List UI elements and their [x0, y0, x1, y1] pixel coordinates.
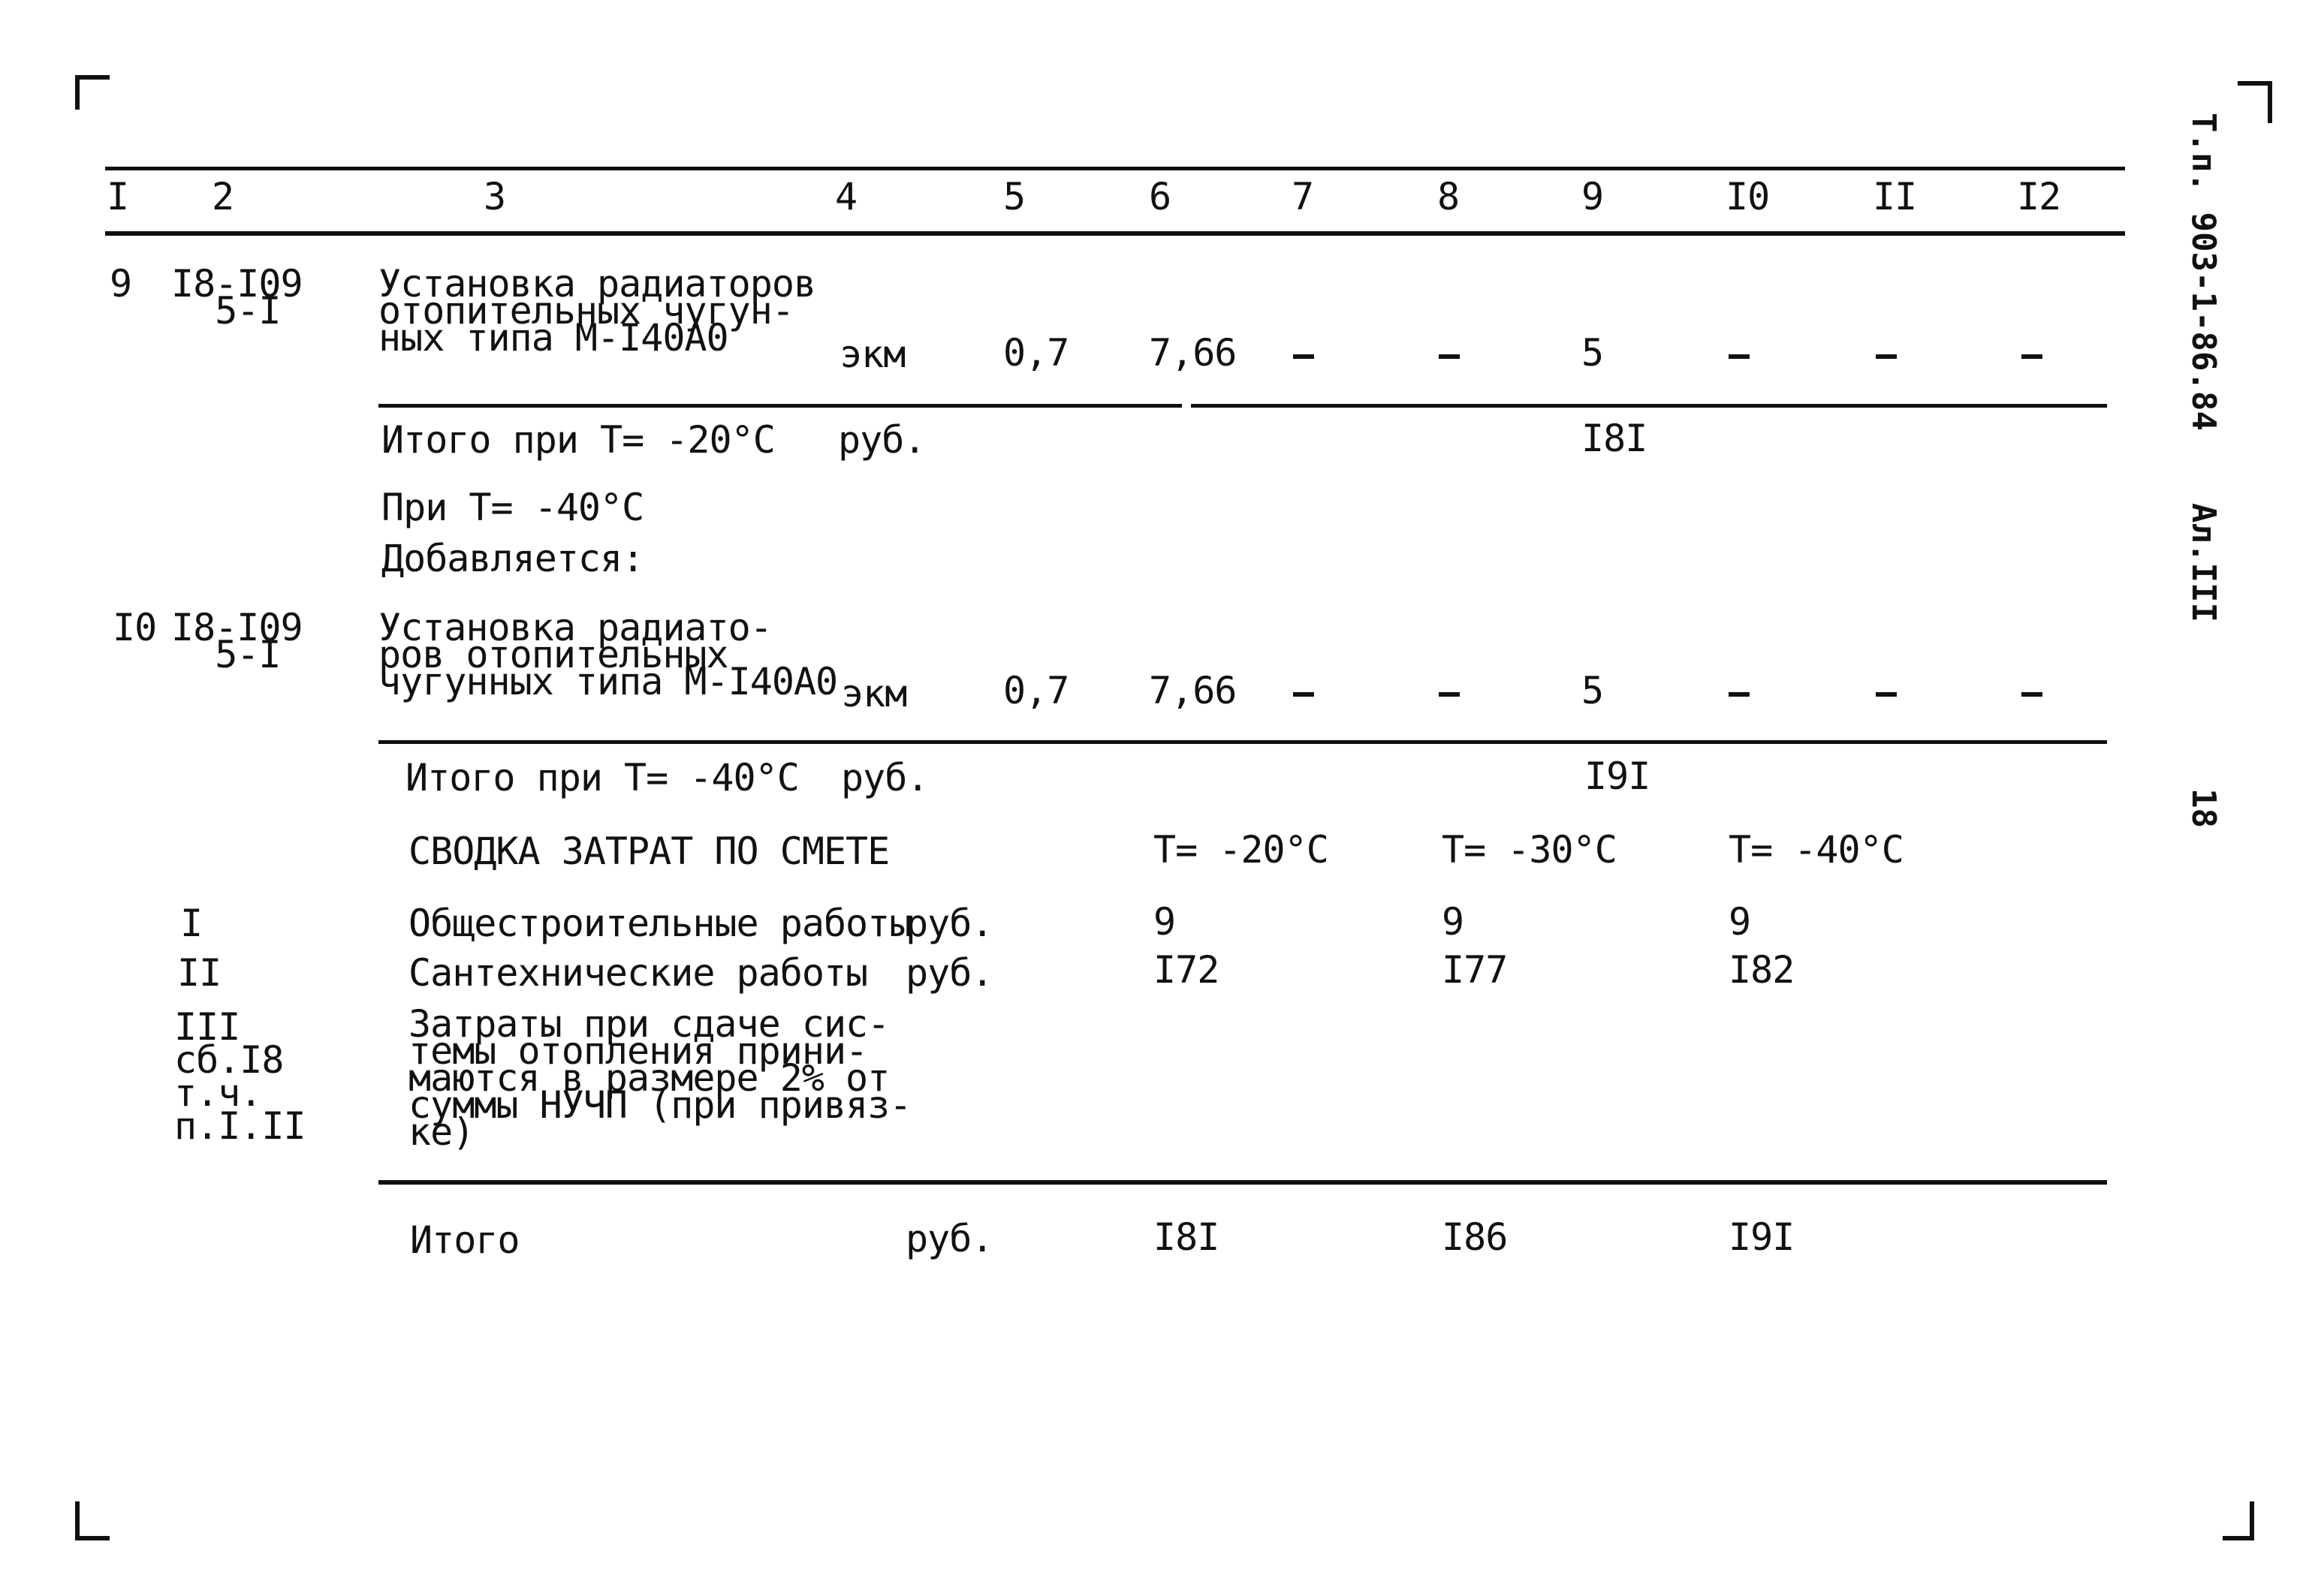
subtotal-unit: руб.	[841, 756, 929, 800]
total-value-30: I86	[1442, 1215, 1508, 1259]
row-name: Установка радиато- ров отопительных чугунных типа М-I40А0	[378, 606, 838, 703]
page-number: 18	[2184, 788, 2223, 828]
empty-cell-dash	[1729, 692, 1750, 697]
row-col5: 0,7	[1003, 669, 1069, 712]
summary-row-number: I	[180, 902, 203, 945]
empty-cell-dash	[1293, 692, 1314, 697]
condition-note: При Т= -40°С	[381, 486, 644, 529]
subtotal-label: Итого при Т= -20°С	[381, 418, 775, 462]
row-unit: экм	[840, 333, 906, 376]
subtotal-value: I8I	[1581, 417, 1647, 460]
summary-value-40: I82	[1729, 948, 1795, 992]
subtotal-unit: руб.	[838, 418, 926, 462]
row-number: 9	[110, 262, 132, 306]
corner-mark-bottom-right	[2223, 1501, 2254, 1540]
subtotal-value: I9I	[1584, 754, 1650, 798]
summary-row-unit: руб.	[906, 902, 993, 945]
header-bottom-rule	[105, 231, 2125, 236]
row-unit: экм	[841, 672, 907, 715]
condition-note: Добавляется:	[381, 537, 644, 580]
empty-cell-dash	[2021, 354, 2042, 359]
total-label: Итого	[410, 1218, 520, 1262]
summary-row-reference: III сб.I8 т.ч. п.I.II	[174, 1005, 306, 1148]
summary-temp-30: Т= -30°С	[1442, 828, 1617, 872]
summary-temp-40: Т= -40°С	[1729, 828, 1904, 872]
summary-value-20: 9	[1153, 900, 1176, 944]
row-col6: 7,66	[1149, 669, 1237, 712]
corner-mark-top-left	[75, 75, 110, 110]
row-name: Установка радиаторов отопительных чугун- ных типа М-I40А0	[378, 262, 816, 360]
row-col9: 5	[1581, 331, 1604, 375]
summary-row-label: Сантехнические работы	[408, 951, 868, 995]
row-rule	[1191, 404, 2107, 408]
corner-mark-bottom-left	[75, 1501, 110, 1540]
corner-mark-top-right	[2238, 81, 2272, 123]
summary-value-20: I72	[1153, 948, 1219, 992]
row-number: I0	[113, 606, 157, 649]
summary-row-label: Общестроительные работы	[408, 902, 912, 945]
empty-cell-dash	[1729, 354, 1750, 359]
col-header-11: II	[1873, 175, 1917, 218]
summary-row-note: Затраты при сдаче сис- темы отопления прини- маются в размере 2% от суммы НУЧП (при привяз- ке)	[408, 1002, 912, 1154]
summary-row-unit: руб.	[906, 951, 993, 995]
col-header-12: I2	[2017, 175, 2061, 218]
col-header-6: 6	[1149, 175, 1171, 218]
col-header-5: 5	[1003, 175, 1026, 218]
row-rule	[378, 740, 2107, 744]
summary-row-number: II	[177, 951, 222, 995]
empty-cell-dash	[1876, 354, 1897, 359]
row-code: I8-I09 5-I	[171, 262, 303, 333]
col-header-2: 2	[212, 175, 234, 218]
empty-cell-dash	[1876, 692, 1897, 697]
summary-value-30: 9	[1442, 900, 1464, 944]
album-number: Ал.III	[2184, 503, 2223, 622]
row-code: I8-I09 5-I	[171, 606, 303, 676]
empty-cell-dash	[1439, 692, 1460, 697]
col-header-9: 9	[1581, 175, 1604, 218]
header-top-rule	[105, 167, 2125, 170]
col-header-1: I	[107, 175, 129, 218]
col-header-4: 4	[835, 175, 858, 218]
summary-value-40: 9	[1729, 900, 1751, 944]
col-header-8: 8	[1437, 175, 1460, 218]
col-header-7: 7	[1292, 175, 1314, 218]
empty-cell-dash	[2021, 692, 2042, 697]
col-header-10: I0	[1726, 175, 1770, 218]
subtotal-label: Итого при Т= -40°С	[405, 756, 799, 800]
total-value-20: I8I	[1153, 1215, 1219, 1259]
col-header-3: 3	[484, 175, 506, 218]
summary-value-30: I77	[1442, 948, 1508, 992]
total-value-40: I9I	[1729, 1215, 1795, 1259]
summary-title: СВОДКА ЗАТРАТ ПО СМЕТЕ	[408, 830, 890, 873]
total-unit: руб.	[906, 1217, 993, 1260]
summary-rule	[378, 1180, 2107, 1185]
row-col6: 7,66	[1149, 331, 1237, 375]
row-col9: 5	[1581, 669, 1604, 712]
row-rule	[378, 404, 1182, 408]
empty-cell-dash	[1293, 354, 1314, 359]
row-col5: 0,7	[1003, 331, 1069, 375]
document-code: Т.п. 903-1-86.84	[2184, 113, 2223, 431]
summary-temp-20: Т= -20°С	[1153, 828, 1328, 872]
empty-cell-dash	[1439, 354, 1460, 359]
